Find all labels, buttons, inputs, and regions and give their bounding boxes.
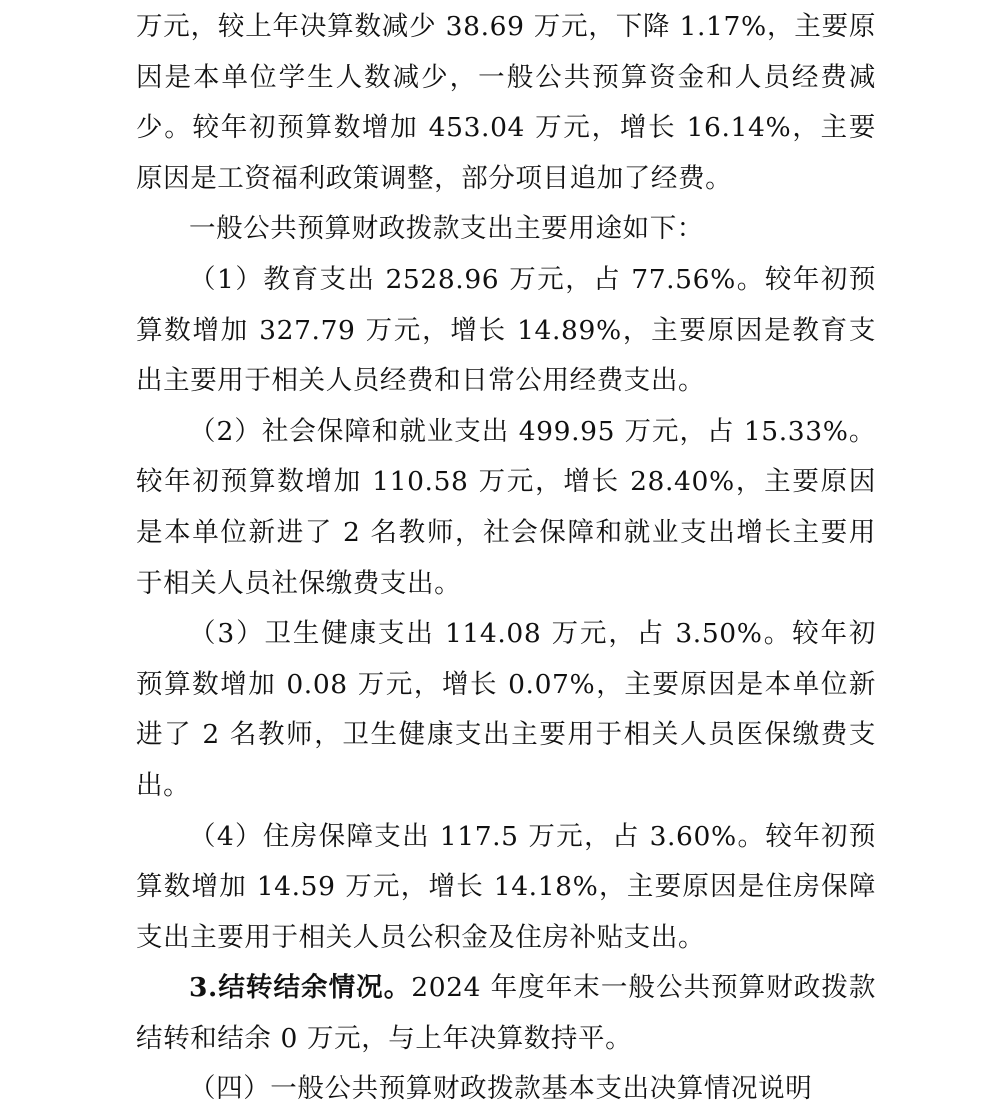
paragraph-social-security-expenditure: （2）社会保障和就业支出 499.95 万元，占 15.33%。较年初预算数增加 110.58 万元，增长 28.40%，主要原因是本单位新进了 2 名教师，社会保障和就业支出增长主要用于相关人员社保缴费支出。 (136, 415, 876, 599)
paragraph-housing-expenditure: （4）住房保障支出 117.5 万元，占 3.60%。较年初预算数增加 14.59 万元，增长 14.18%，主要原因是住房保障支出主要用于相关人员公积金及住房补贴支出。 (136, 820, 876, 953)
paragraph-usage-intro: 一般公共预算财政拨款支出主要用途如下： (189, 213, 704, 245)
paragraph-carryover-balance (136, 963, 876, 1064)
document-page (136, 2, 876, 1115)
paragraph-expenditure-summary: 万元，较上年决算数减少 38.69 万元，下降 1.17%，主要原因是本单位学生人数减少，一般公共预算资金和人员经费减少。较年初预算数增加 453.04 万元，增长 16.14%，主要原因是工资福利政策调整，部分项目追加了经费。 (136, 11, 876, 194)
paragraph-health-expenditure: （3）卫生健康支出 114.08 万元，占 3.50%。较年初预算数增加 0.08 万元，增长 0.07%，主要原因是本单位新进了 2 名教师，卫生健康支出主要用于相关人员医保缴费支出。 (136, 618, 876, 801)
section-heading: （四）一般公共预算财政拨款基本支出决算情况说明 (189, 1073, 813, 1105)
carryover-heading: 3.结转结余情况。 (189, 972, 412, 1004)
paragraph-education-expenditure: （1）教育支出 2528.96 万元，占 77.56%。较年初预算数增加 327.79 万元，增长 14.89%，主要原因是教育支出主要用于相关人员经费和日常公用经费支出。 (136, 263, 876, 397)
carryover-text: 2024 年度年末一般公共预算财政拨款结转和结余 0 万元，与上年决算数持平。 (136, 972, 876, 1054)
